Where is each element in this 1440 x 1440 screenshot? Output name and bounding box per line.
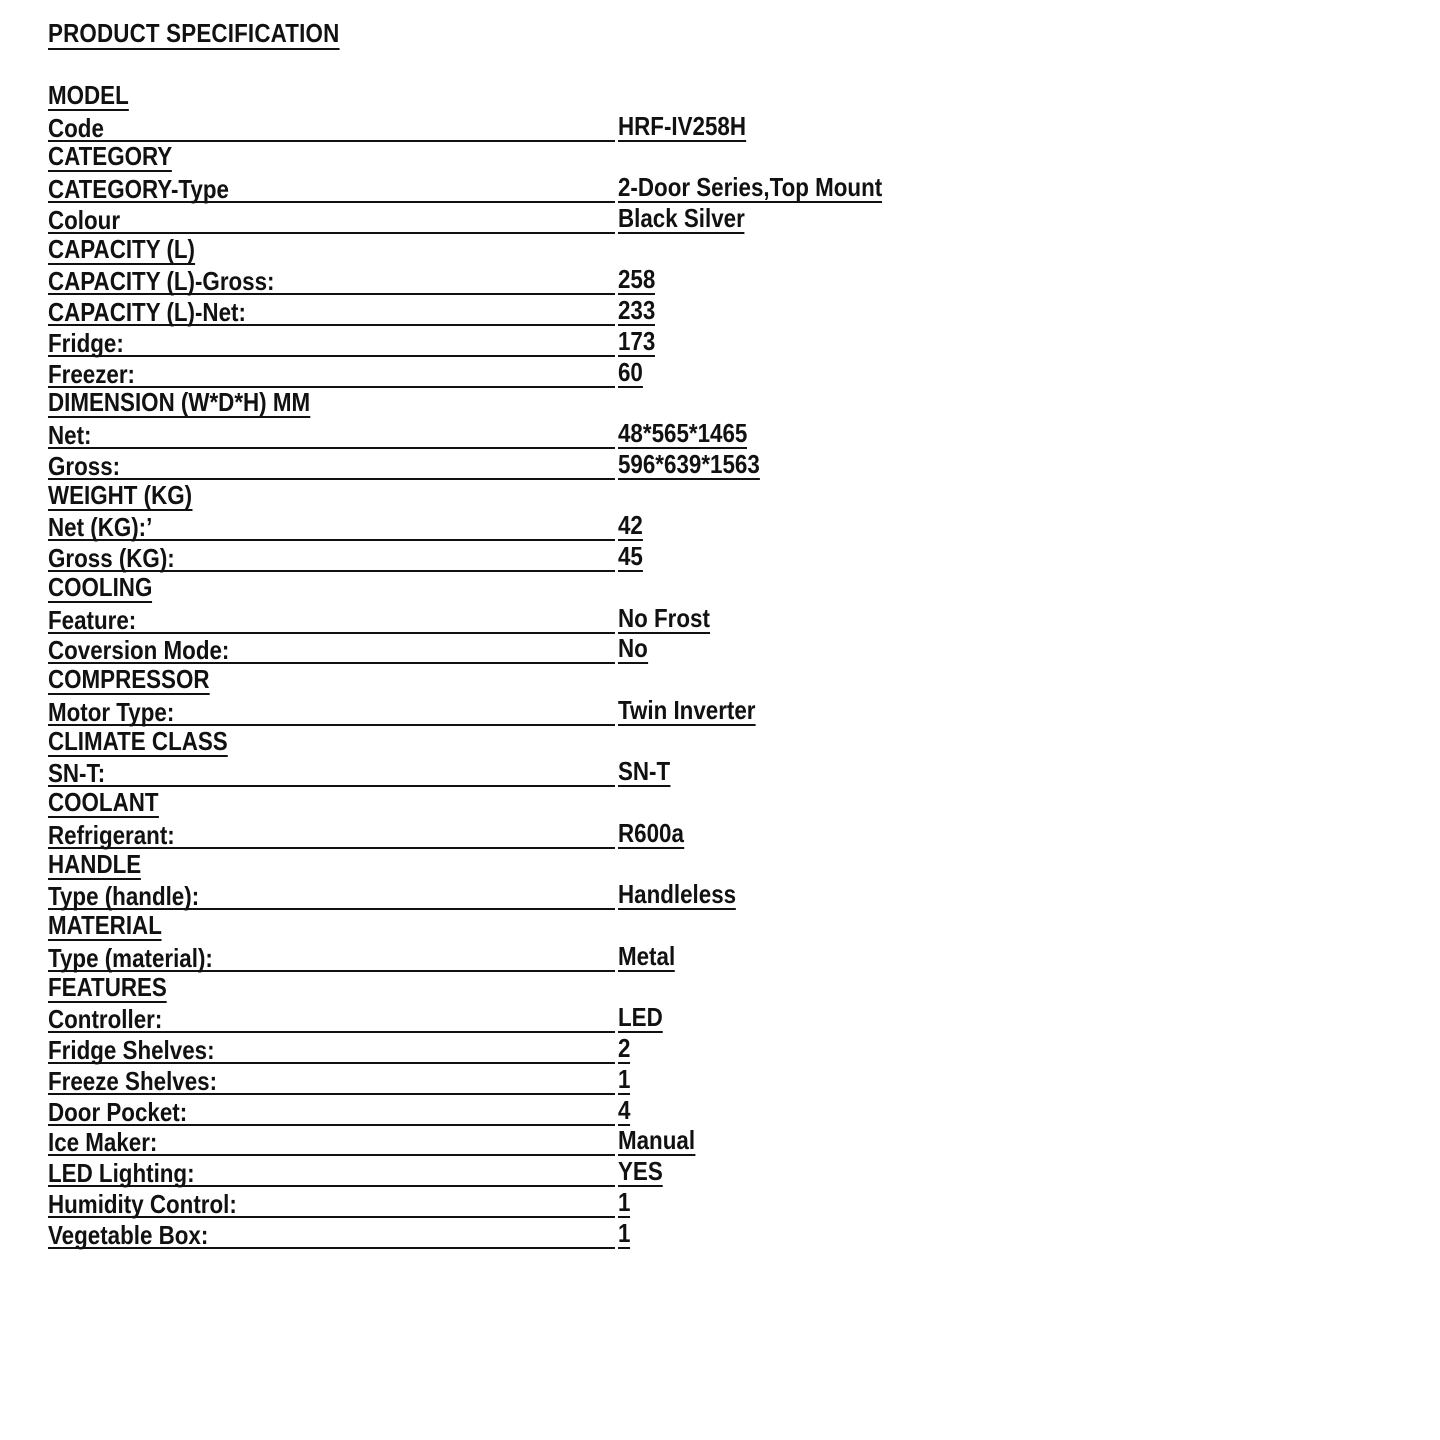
spec-value: No — [618, 633, 648, 664]
spec-row — [48, 1003, 1048, 1034]
spec-label: Net (KG):’ — [48, 512, 153, 543]
spec-value: No Frost — [618, 602, 710, 633]
section-heading: HANDLE — [48, 848, 142, 879]
spec-label: Motor Type: — [48, 696, 175, 727]
spec-row — [48, 1187, 1048, 1218]
section-row — [48, 849, 1048, 880]
section-row — [48, 388, 1048, 419]
spec-label: CAPACITY (L)-Gross: — [48, 266, 275, 297]
spec-value: R600a — [618, 817, 684, 848]
section-heading: COOLING — [48, 571, 153, 602]
spec-label: Humidity Control: — [48, 1188, 237, 1219]
spec-label: CAPACITY (L)-Net: — [48, 297, 246, 327]
spec-row — [48, 295, 1048, 326]
spec-row — [48, 1126, 1048, 1157]
section-heading: CAPACITY (L) — [48, 233, 195, 264]
spec-label: SN-T: — [48, 758, 106, 789]
spec-row — [48, 880, 1048, 911]
section-heading: CLIMATE CLASS — [48, 725, 228, 756]
spec-row — [48, 1033, 1048, 1064]
spec-value: Twin Inverter — [618, 694, 756, 725]
section-heading: COOLANT — [48, 787, 159, 817]
spec-label: Fridge Shelves: — [48, 1035, 215, 1065]
spec-row — [48, 941, 1048, 972]
section-heading: CATEGORY — [48, 141, 173, 172]
spec-value: 1 — [618, 1186, 631, 1217]
spec-row — [48, 111, 1048, 142]
spec-row — [48, 511, 1048, 542]
spec-value: Manual — [618, 1125, 696, 1156]
spec-row — [48, 265, 1048, 296]
spec-label: Freeze Shelves: — [48, 1065, 218, 1096]
spec-sheet — [48, 18, 1048, 1249]
spec-label: Type (handle): — [48, 881, 200, 912]
spec-label: Gross: — [48, 450, 121, 481]
spec-label: Fridge: — [48, 327, 124, 358]
spec-label: Feature: — [48, 604, 137, 635]
section-heading: FEATURES — [48, 971, 167, 1002]
spec-row — [48, 818, 1048, 849]
spec-row — [48, 326, 1048, 357]
section-row — [48, 480, 1048, 511]
spec-label: Refrigerant: — [48, 819, 175, 850]
spec-row — [48, 1156, 1048, 1187]
spec-label: Gross (KG): — [48, 543, 175, 573]
section-heading: MODEL — [48, 79, 129, 110]
spec-label: Colour — [48, 204, 121, 235]
section-row — [48, 910, 1048, 941]
spec-value: Black Silver — [618, 202, 745, 233]
spec-label: Door Pocket: — [48, 1096, 188, 1127]
spec-value: 173 — [618, 325, 656, 356]
spec-label: Vegetable Box: — [48, 1219, 209, 1250]
section-row — [48, 664, 1048, 695]
spec-list — [48, 80, 1048, 1249]
section-heading: WEIGHT (KG) — [48, 479, 193, 510]
spec-value: LED — [618, 1002, 663, 1033]
spec-label: CATEGORY-Type — [48, 174, 229, 204]
spec-value: 596*639*1563 — [618, 448, 760, 479]
spec-value: 2 — [618, 1033, 631, 1063]
spec-value: 2-Door Series,Top Mount — [618, 172, 883, 202]
spec-row — [48, 449, 1048, 480]
spec-label: Code — [48, 112, 104, 143]
spec-label: Net: — [48, 420, 92, 450]
spec-row — [48, 634, 1048, 665]
spec-label: Coversion Mode: — [48, 635, 230, 666]
spec-row — [48, 695, 1048, 726]
spec-row — [48, 541, 1048, 572]
section-heading: COMPRESSOR — [48, 664, 210, 694]
spec-row — [48, 203, 1048, 234]
page-title: PRODUCT SPECIFICATION — [48, 18, 340, 48]
spec-row — [48, 603, 1048, 634]
section-heading: MATERIAL — [48, 910, 162, 940]
spec-row — [48, 1218, 1048, 1249]
section-row — [48, 80, 1048, 111]
section-row — [48, 142, 1048, 173]
spec-value: YES — [618, 1156, 663, 1186]
spec-value: 1 — [618, 1217, 631, 1248]
spec-row — [48, 1095, 1048, 1126]
section-row — [48, 572, 1048, 603]
spec-value: HRF-IV258H — [618, 110, 746, 141]
spec-label: LED Lighting: — [48, 1158, 195, 1188]
section-row — [48, 726, 1048, 757]
spec-row — [48, 357, 1048, 388]
spec-value: Metal — [618, 940, 676, 971]
spec-row — [48, 418, 1048, 449]
spec-value: 45 — [618, 541, 643, 571]
spec-row — [48, 1064, 1048, 1095]
spec-value: 42 — [618, 510, 643, 541]
spec-label: Freezer: — [48, 358, 135, 389]
spec-label: Controller: — [48, 1004, 163, 1035]
spec-value: 60 — [618, 356, 643, 387]
spec-value: SN-T — [618, 756, 671, 787]
section-heading: DIMENSION (W*D*H) MM — [48, 387, 311, 418]
spec-row — [48, 172, 1048, 203]
section-row — [48, 787, 1048, 818]
spec-value: 48*565*1465 — [618, 418, 748, 448]
section-row — [48, 972, 1048, 1003]
spec-label: Type (material): — [48, 942, 213, 973]
spec-value: 4 — [618, 1094, 631, 1125]
section-row — [48, 234, 1048, 265]
spec-label: Ice Maker: — [48, 1127, 158, 1158]
spec-value: 1 — [618, 1063, 631, 1094]
spec-value: 258 — [618, 264, 656, 295]
spec-value: Handleless — [618, 879, 737, 910]
spec-row — [48, 757, 1048, 788]
spec-value: 233 — [618, 295, 656, 325]
